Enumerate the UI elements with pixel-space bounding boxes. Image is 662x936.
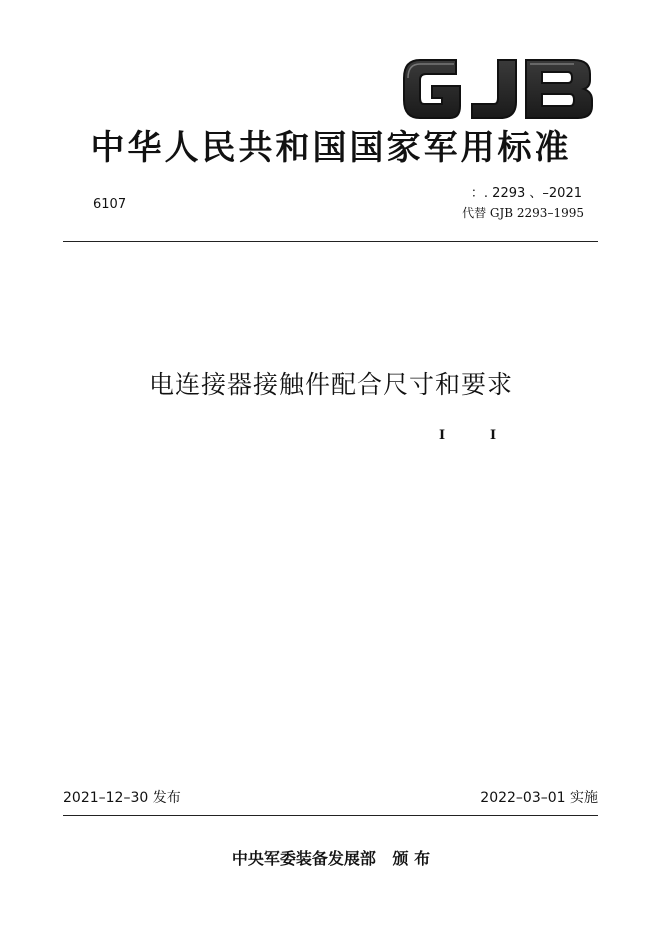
ics-code: 6107 [93, 197, 127, 212]
issuing-authority: 中央军委装备发展部 颁 布 [231, 849, 431, 868]
issue-date: 2021–12–30 发布 [63, 790, 181, 806]
title-mark: I [490, 428, 497, 443]
implementation-date: 2022–03–01 实施 [480, 790, 598, 806]
standard-number: ：. 2293 、–2021 [470, 186, 582, 201]
title-mark: I [439, 428, 446, 443]
top-divider [63, 241, 598, 242]
bottom-divider [63, 815, 598, 816]
replaces-standard: 代替 GJB 2293–1995 [462, 206, 584, 220]
gjb-logo [398, 50, 598, 128]
standard-type-heading: 中华人民共和国国家军用标准 [90, 128, 572, 168]
document-title: 电连接器接触件配合尺寸和要求 [148, 370, 513, 399]
